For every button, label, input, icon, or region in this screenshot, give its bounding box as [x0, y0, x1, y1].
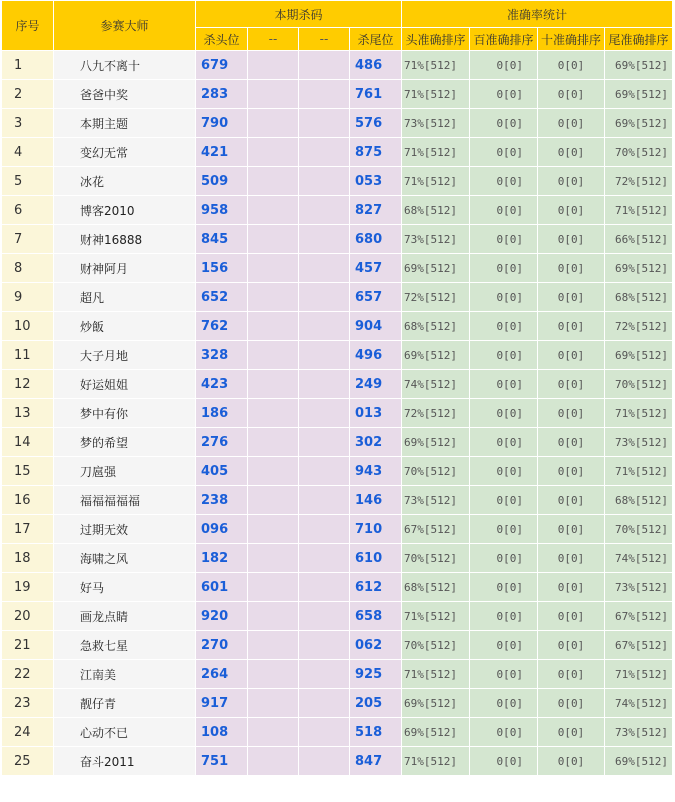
kill-blank-1 — [248, 341, 299, 370]
kill-tail-value: 302 — [350, 428, 402, 457]
master-name[interactable]: 冰花 — [54, 167, 196, 196]
rank-hundred-value: 0[0] — [470, 254, 538, 283]
rank-tail-value: 70%[512] — [605, 370, 673, 399]
table-row — [2, 718, 673, 747]
kill-blank-1 — [248, 138, 299, 167]
rank-hundred-value: 0[0] — [470, 486, 538, 515]
rank-tail-value: 73%[512] — [605, 428, 673, 457]
rank-hundred-value: 0[0] — [470, 167, 538, 196]
rank-hundred-value: 0[0] — [470, 399, 538, 428]
rank-head-value: 67%[512] — [402, 515, 470, 544]
row-index: 4 — [2, 138, 54, 167]
table-row — [2, 747, 673, 776]
kill-blank-1 — [248, 515, 299, 544]
rank-tail-value: 67%[512] — [605, 602, 673, 631]
row-index: 25 — [2, 747, 54, 776]
header-stats-group: 准确率统计 — [402, 1, 673, 28]
kill-blank-2 — [299, 660, 350, 689]
rank-tail-value: 74%[512] — [605, 544, 673, 573]
kill-blank-1 — [248, 312, 299, 341]
rank-head-value: 69%[512] — [402, 428, 470, 457]
kill-blank-2 — [299, 544, 350, 573]
table-row — [2, 486, 673, 515]
kill-head-value: 182 — [196, 544, 248, 573]
rank-tail-value: 71%[512] — [605, 399, 673, 428]
kill-blank-1 — [248, 225, 299, 254]
table-row — [2, 631, 673, 660]
rank-head-value: 69%[512] — [402, 254, 470, 283]
kill-blank-2 — [299, 428, 350, 457]
kill-head-value: 270 — [196, 631, 248, 660]
table-row — [2, 399, 673, 428]
kill-blank-2 — [299, 515, 350, 544]
table-row — [2, 51, 673, 80]
master-name[interactable]: 博客2010 — [54, 196, 196, 225]
row-index: 9 — [2, 283, 54, 312]
kill-head-value: 096 — [196, 515, 248, 544]
kill-tail-value: 761 — [350, 80, 402, 109]
table-row — [2, 283, 673, 312]
rank-tail-value: 67%[512] — [605, 631, 673, 660]
kill-blank-2 — [299, 312, 350, 341]
rank-ten-value: 0[0] — [538, 631, 605, 660]
kill-tail-value: 249 — [350, 370, 402, 399]
master-name[interactable]: 好运姐姐 — [54, 370, 196, 399]
kill-blank-1 — [248, 196, 299, 225]
kill-head-value: 421 — [196, 138, 248, 167]
rank-hundred-value: 0[0] — [470, 138, 538, 167]
rank-head-value: 72%[512] — [402, 399, 470, 428]
kill-tail-value: 658 — [350, 602, 402, 631]
kill-blank-1 — [248, 602, 299, 631]
master-name[interactable]: 过期无效 — [54, 515, 196, 544]
kill-blank-2 — [299, 138, 350, 167]
kill-blank-1 — [248, 689, 299, 718]
master-name[interactable]: 变幻无常 — [54, 138, 196, 167]
row-index: 23 — [2, 689, 54, 718]
table-row — [2, 254, 673, 283]
rank-tail-value: 71%[512] — [605, 457, 673, 486]
rank-tail-value: 72%[512] — [605, 167, 673, 196]
table-row — [2, 689, 673, 718]
header-kill-head: 杀头位 — [196, 28, 248, 51]
master-name[interactable]: 爸爸中奖 — [54, 80, 196, 109]
kill-blank-2 — [299, 602, 350, 631]
kill-tail-value: 146 — [350, 486, 402, 515]
master-name[interactable]: 福福福福福 — [54, 486, 196, 515]
row-index: 12 — [2, 370, 54, 399]
kill-head-value: 958 — [196, 196, 248, 225]
kill-blank-2 — [299, 254, 350, 283]
rank-tail-value: 70%[512] — [605, 138, 673, 167]
kill-tail-value: 576 — [350, 109, 402, 138]
kill-blank-2 — [299, 486, 350, 515]
rank-tail-value: 69%[512] — [605, 51, 673, 80]
table-row — [2, 80, 673, 109]
rank-hundred-value: 0[0] — [470, 428, 538, 457]
kill-head-value: 509 — [196, 167, 248, 196]
kill-tail-value: 205 — [350, 689, 402, 718]
kill-head-value: 601 — [196, 573, 248, 602]
row-index: 5 — [2, 167, 54, 196]
rank-head-value: 69%[512] — [402, 718, 470, 747]
row-index: 13 — [2, 399, 54, 428]
kill-head-value: 405 — [196, 457, 248, 486]
rank-tail-value: 69%[512] — [605, 747, 673, 776]
rank-ten-value: 0[0] — [538, 544, 605, 573]
rank-hundred-value: 0[0] — [470, 196, 538, 225]
rank-hundred-value: 0[0] — [470, 631, 538, 660]
rank-tail-value: 71%[512] — [605, 196, 673, 225]
rank-hundred-value: 0[0] — [470, 718, 538, 747]
kill-tail-value: 610 — [350, 544, 402, 573]
rank-hundred-value: 0[0] — [470, 515, 538, 544]
rank-tail-value: 73%[512] — [605, 718, 673, 747]
row-index: 6 — [2, 196, 54, 225]
kill-tail-value: 875 — [350, 138, 402, 167]
rank-ten-value: 0[0] — [538, 573, 605, 602]
kill-tail-value: 925 — [350, 660, 402, 689]
rank-head-value: 68%[512] — [402, 312, 470, 341]
rank-head-value: 68%[512] — [402, 573, 470, 602]
kill-head-value: 186 — [196, 399, 248, 428]
master-name[interactable]: 靓仔青 — [54, 689, 196, 718]
rank-hundred-value: 0[0] — [470, 457, 538, 486]
row-index: 17 — [2, 515, 54, 544]
kill-blank-2 — [299, 341, 350, 370]
table-row — [2, 225, 673, 254]
kill-blank-2 — [299, 718, 350, 747]
rank-head-value: 70%[512] — [402, 631, 470, 660]
header-rank-ten: 十准确排序 — [538, 28, 605, 51]
table-row — [2, 457, 673, 486]
kill-blank-2 — [299, 283, 350, 312]
rank-hundred-value: 0[0] — [470, 109, 538, 138]
master-name[interactable]: 刀扈强 — [54, 457, 196, 486]
kill-blank-1 — [248, 167, 299, 196]
kill-blank-2 — [299, 370, 350, 399]
kill-head-value: 790 — [196, 109, 248, 138]
kill-head-value: 283 — [196, 80, 248, 109]
header-dash-1: -- — [248, 28, 299, 51]
header-kill-group: 本期杀码 — [196, 1, 402, 28]
kill-tail-value: 013 — [350, 399, 402, 428]
rank-ten-value: 0[0] — [538, 138, 605, 167]
kill-head-value: 845 — [196, 225, 248, 254]
kill-head-value: 917 — [196, 689, 248, 718]
kill-head-value: 679 — [196, 51, 248, 80]
kill-tail-value: 710 — [350, 515, 402, 544]
rank-ten-value: 0[0] — [538, 341, 605, 370]
row-index: 18 — [2, 544, 54, 573]
table-row — [2, 602, 673, 631]
table-row — [2, 544, 673, 573]
rank-tail-value: 74%[512] — [605, 689, 673, 718]
rank-head-value: 71%[512] — [402, 80, 470, 109]
row-index: 1 — [2, 51, 54, 80]
table-row — [2, 573, 673, 602]
master-name[interactable]: 大子月地 — [54, 341, 196, 370]
row-index: 22 — [2, 660, 54, 689]
rank-ten-value: 0[0] — [538, 689, 605, 718]
kill-blank-1 — [248, 718, 299, 747]
kill-blank-2 — [299, 689, 350, 718]
master-name[interactable]: 海啸之风 — [54, 544, 196, 573]
kill-blank-1 — [248, 399, 299, 428]
rank-ten-value: 0[0] — [538, 51, 605, 80]
rank-hundred-value: 0[0] — [470, 312, 538, 341]
kill-blank-1 — [248, 283, 299, 312]
rank-ten-value: 0[0] — [538, 370, 605, 399]
row-index: 21 — [2, 631, 54, 660]
rank-tail-value: 72%[512] — [605, 312, 673, 341]
master-name[interactable]: 梦的希望 — [54, 428, 196, 457]
header-kill-tail: 杀尾位 — [350, 28, 402, 51]
rank-ten-value: 0[0] — [538, 515, 605, 544]
rank-ten-value: 0[0] — [538, 602, 605, 631]
kill-head-value: 276 — [196, 428, 248, 457]
table-row — [2, 370, 673, 399]
rank-head-value: 73%[512] — [402, 225, 470, 254]
kill-tail-value: 827 — [350, 196, 402, 225]
rank-ten-value: 0[0] — [538, 80, 605, 109]
rank-ten-value: 0[0] — [538, 196, 605, 225]
rank-ten-value: 0[0] — [538, 312, 605, 341]
row-index: 24 — [2, 718, 54, 747]
rank-tail-value: 70%[512] — [605, 515, 673, 544]
rank-ten-value: 0[0] — [538, 167, 605, 196]
kill-blank-2 — [299, 196, 350, 225]
rank-ten-value: 0[0] — [538, 225, 605, 254]
rank-tail-value: 68%[512] — [605, 486, 673, 515]
rank-hundred-value: 0[0] — [470, 80, 538, 109]
rank-tail-value: 66%[512] — [605, 225, 673, 254]
kill-tail-value: 062 — [350, 631, 402, 660]
header-dash-2: -- — [299, 28, 350, 51]
kill-blank-1 — [248, 428, 299, 457]
rank-hundred-value: 0[0] — [470, 602, 538, 631]
master-name[interactable]: 超凡 — [54, 283, 196, 312]
master-name[interactable]: 本期主题 — [54, 109, 196, 138]
table-row — [2, 196, 673, 225]
row-index: 3 — [2, 109, 54, 138]
rank-hundred-value: 0[0] — [470, 225, 538, 254]
rank-ten-value: 0[0] — [538, 486, 605, 515]
table-row — [2, 167, 673, 196]
kill-head-value: 423 — [196, 370, 248, 399]
kill-tail-value: 943 — [350, 457, 402, 486]
rank-hundred-value: 0[0] — [470, 573, 538, 602]
kill-head-value: 762 — [196, 312, 248, 341]
rank-ten-value: 0[0] — [538, 718, 605, 747]
kill-blank-1 — [248, 660, 299, 689]
rank-hundred-value: 0[0] — [470, 370, 538, 399]
kill-head-value: 264 — [196, 660, 248, 689]
kill-tail-value: 612 — [350, 573, 402, 602]
kill-tail-value: 847 — [350, 747, 402, 776]
header-master: 参赛大师 — [54, 1, 196, 51]
rank-head-value: 71%[512] — [402, 138, 470, 167]
rank-ten-value: 0[0] — [538, 747, 605, 776]
kill-head-value: 328 — [196, 341, 248, 370]
rank-head-value: 69%[512] — [402, 689, 470, 718]
masters-table — [1, 0, 673, 776]
rank-head-value: 69%[512] — [402, 341, 470, 370]
kill-head-value: 652 — [196, 283, 248, 312]
rows-body — [2, 51, 673, 776]
rank-tail-value: 71%[512] — [605, 660, 673, 689]
master-name[interactable]: 炒飯 — [54, 312, 196, 341]
kill-blank-2 — [299, 457, 350, 486]
kill-blank-1 — [248, 51, 299, 80]
master-name[interactable]: 梦中有你 — [54, 399, 196, 428]
rank-head-value: 73%[512] — [402, 109, 470, 138]
kill-blank-2 — [299, 573, 350, 602]
kill-head-value: 920 — [196, 602, 248, 631]
rank-hundred-value: 0[0] — [470, 689, 538, 718]
kill-tail-value: 053 — [350, 167, 402, 196]
rank-hundred-value: 0[0] — [470, 51, 538, 80]
table-row — [2, 660, 673, 689]
kill-blank-1 — [248, 109, 299, 138]
rank-hundred-value: 0[0] — [470, 283, 538, 312]
rank-tail-value: 69%[512] — [605, 254, 673, 283]
kill-tail-value: 518 — [350, 718, 402, 747]
rank-hundred-value: 0[0] — [470, 341, 538, 370]
master-name[interactable]: 心动不已 — [54, 718, 196, 747]
row-index: 11 — [2, 341, 54, 370]
kill-blank-2 — [299, 225, 350, 254]
kill-blank-2 — [299, 631, 350, 660]
rank-ten-value: 0[0] — [538, 428, 605, 457]
kill-blank-1 — [248, 370, 299, 399]
kill-tail-value: 457 — [350, 254, 402, 283]
kill-blank-1 — [248, 80, 299, 109]
rank-head-value: 71%[512] — [402, 660, 470, 689]
rank-ten-value: 0[0] — [538, 283, 605, 312]
rank-head-value: 70%[512] — [402, 457, 470, 486]
rank-head-value: 71%[512] — [402, 747, 470, 776]
table-row — [2, 138, 673, 167]
rank-hundred-value: 0[0] — [470, 544, 538, 573]
rank-hundred-value: 0[0] — [470, 660, 538, 689]
rank-hundred-value: 0[0] — [470, 747, 538, 776]
kill-blank-1 — [248, 457, 299, 486]
row-index: 7 — [2, 225, 54, 254]
master-name[interactable]: 财神阿月 — [54, 254, 196, 283]
rank-head-value: 71%[512] — [402, 167, 470, 196]
rank-head-value: 74%[512] — [402, 370, 470, 399]
table-row — [2, 312, 673, 341]
row-index: 2 — [2, 80, 54, 109]
kill-blank-1 — [248, 254, 299, 283]
kill-head-value: 156 — [196, 254, 248, 283]
table-row — [2, 515, 673, 544]
header-rank-hundred: 百准确排序 — [470, 28, 538, 51]
master-name[interactable]: 急救七星 — [54, 631, 196, 660]
kill-blank-1 — [248, 573, 299, 602]
kill-tail-value: 680 — [350, 225, 402, 254]
kill-blank-2 — [299, 747, 350, 776]
header-block — [2, 1, 673, 51]
header-index: 序号 — [2, 1, 54, 51]
kill-blank-2 — [299, 399, 350, 428]
master-name[interactable]: 江南美 — [54, 660, 196, 689]
rank-ten-value: 0[0] — [538, 254, 605, 283]
row-index: 20 — [2, 602, 54, 631]
kill-blank-1 — [248, 631, 299, 660]
kill-head-value: 751 — [196, 747, 248, 776]
kill-blank-1 — [248, 747, 299, 776]
rank-tail-value: 69%[512] — [605, 80, 673, 109]
rank-ten-value: 0[0] — [538, 109, 605, 138]
rank-tail-value: 69%[512] — [605, 341, 673, 370]
kill-tail-value: 496 — [350, 341, 402, 370]
rank-tail-value: 69%[512] — [605, 109, 673, 138]
kill-blank-2 — [299, 167, 350, 196]
master-name[interactable]: 奋斗2011 — [54, 747, 196, 776]
kill-blank-2 — [299, 80, 350, 109]
table-row — [2, 341, 673, 370]
row-index: 19 — [2, 573, 54, 602]
rank-ten-value: 0[0] — [538, 457, 605, 486]
rank-head-value: 71%[512] — [402, 602, 470, 631]
master-name[interactable]: 财神16888 — [54, 225, 196, 254]
row-index: 8 — [2, 254, 54, 283]
table-row — [2, 109, 673, 138]
rank-ten-value: 0[0] — [538, 399, 605, 428]
rank-head-value: 73%[512] — [402, 486, 470, 515]
row-index: 10 — [2, 312, 54, 341]
row-index: 14 — [2, 428, 54, 457]
rank-tail-value: 68%[512] — [605, 283, 673, 312]
header-rank-head: 头准确排序 — [402, 28, 470, 51]
rank-head-value: 68%[512] — [402, 196, 470, 225]
row-index: 16 — [2, 486, 54, 515]
rank-head-value: 70%[512] — [402, 544, 470, 573]
rank-ten-value: 0[0] — [538, 660, 605, 689]
header-row-top — [2, 1, 673, 28]
kill-blank-2 — [299, 109, 350, 138]
kill-tail-value: 657 — [350, 283, 402, 312]
kill-tail-value: 486 — [350, 51, 402, 80]
row-index: 15 — [2, 457, 54, 486]
table-row — [2, 428, 673, 457]
master-name[interactable]: 画龙点睛 — [54, 602, 196, 631]
master-name[interactable]: 好马 — [54, 573, 196, 602]
kill-blank-1 — [248, 544, 299, 573]
kill-head-value: 108 — [196, 718, 248, 747]
kill-blank-2 — [299, 51, 350, 80]
rank-head-value: 71%[512] — [402, 51, 470, 80]
kill-tail-value: 904 — [350, 312, 402, 341]
header-rank-tail: 尾准确排序 — [605, 28, 673, 51]
kill-blank-1 — [248, 486, 299, 515]
rank-tail-value: 73%[512] — [605, 573, 673, 602]
kill-head-value: 238 — [196, 486, 248, 515]
rank-head-value: 72%[512] — [402, 283, 470, 312]
master-name[interactable]: 八九不离十 — [54, 51, 196, 80]
